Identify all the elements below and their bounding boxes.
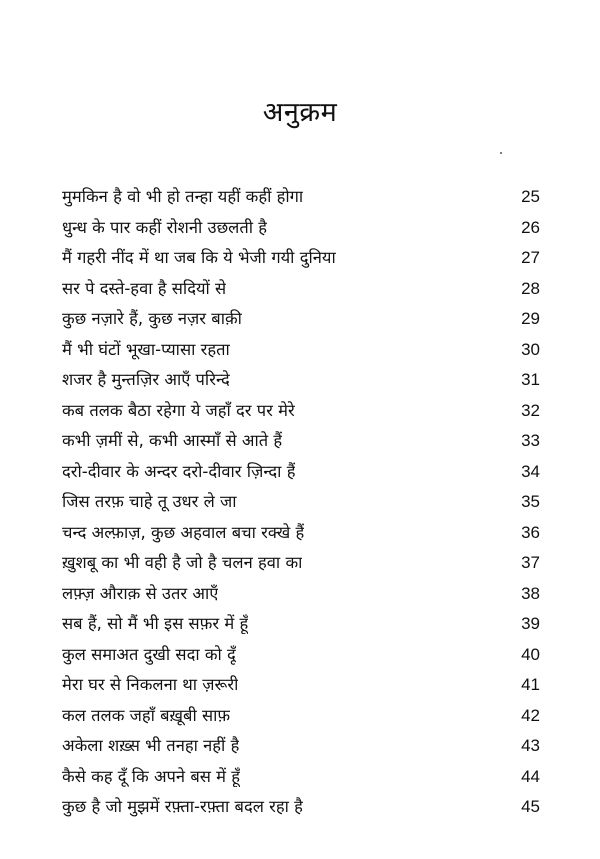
- toc-entry-page: 34: [521, 461, 540, 481]
- toc-entry-title: कुछ नज़ारे हैं, कुछ नज़र बाक़ी: [62, 309, 242, 328]
- toc-entry-title: कुल समाअत दुखी सदा को दूँ: [62, 644, 236, 664]
- toc-entry-title: कुछ है जो मुझमें रफ़्ता-रफ़्ता बदल रहा है: [62, 797, 303, 816]
- toc-entry-page: 43: [521, 736, 540, 755]
- page-title: अनुक्रम: [262, 97, 338, 128]
- toc-entry: [62, 184, 540, 215]
- toc-entry-title: मेरा घर से निकलना था ज़रूरी: [62, 675, 239, 694]
- toc-entry-page: 38: [521, 583, 540, 603]
- toc-entry-page: 30: [521, 339, 540, 359]
- toc-entry-title: अकेला शख़्स भी तनहा नहीं है: [62, 736, 240, 755]
- toc-entry: [62, 367, 540, 398]
- toc-entry-title: कब तलक बैठा रहेगा ये जहाँ दर पर मेरे: [62, 400, 295, 420]
- toc-entry: [62, 764, 540, 795]
- toc-entry: [62, 459, 540, 490]
- toc-entry: [62, 703, 540, 734]
- toc-entry: [62, 520, 540, 551]
- toc-entry-title: सब हैं, सो मैं भी इस सफ़र में हूँ: [62, 614, 249, 633]
- toc-entry-page: 35: [521, 492, 540, 511]
- toc-entry-page: 25: [521, 187, 540, 206]
- toc-entry-title: कल तलक जहाँ बख़ूबी साफ़: [62, 705, 231, 725]
- toc-entry: [62, 733, 540, 764]
- toc-entry: [62, 276, 540, 307]
- toc-entry-page: 36: [521, 522, 540, 542]
- toc-entry-title: सर पे दस्ते-हवा है सदियों से: [62, 278, 227, 298]
- toc-entry-title: मैं गहरी नींद में था जब कि ये भेजी गयी दुनिया: [62, 248, 336, 267]
- toc-entry-page: 31: [521, 370, 540, 389]
- toc-entry-title: कभी ज़मीं से, कभी आस्माँ से आते हैं: [62, 431, 283, 450]
- toc-entry: [62, 489, 540, 520]
- toc-entry-title: जिस तरफ़ चाहे तू उधर ले जा: [62, 492, 237, 511]
- toc-entry: [62, 642, 540, 673]
- toc-entry-title: शजर है मुन्तज़िर आएँ परिन्दे: [62, 370, 230, 389]
- toc-entry: [62, 672, 540, 703]
- toc-entry-page: 44: [521, 766, 540, 786]
- toc-entry-page: 32: [521, 400, 540, 420]
- toc-entry-title: दरो-दीवार के अन्दर दरो-दीवार ज़िन्दा हैं: [62, 461, 296, 481]
- toc-entry-title: कैसे कह दूँ कि अपने बस में हूँ: [62, 766, 241, 786]
- toc-entry-page: 26: [521, 217, 540, 237]
- toc-entry-title: मुमकिन है वो भी हो तन्हा यहीं कहीं होगा: [62, 187, 304, 206]
- toc-entry: [62, 398, 540, 429]
- toc-entry: [62, 245, 540, 276]
- toc-entry: [62, 215, 540, 246]
- toc-entry-page: 41: [521, 675, 540, 694]
- toc-entry-page: 28: [521, 278, 540, 298]
- toc-entry: [62, 306, 540, 337]
- toc-entry-page: 45: [521, 797, 540, 816]
- toc-entry-page: 29: [521, 309, 540, 328]
- toc-entry: [62, 611, 540, 642]
- toc-entry-title: मैं भी घंटों भूखा-प्यासा रहता: [62, 339, 230, 359]
- toc-entry: [62, 581, 540, 612]
- toc-entry-page: 37: [521, 553, 540, 572]
- toc-entry-title: लफ़्ज़ औराक़ से उतर आएँ: [62, 583, 219, 603]
- toc-entry-title: चन्द अल्फ़ाज़, कुछ अहवाल बचा रक्खे हैं: [62, 522, 305, 542]
- toc-entry: [62, 794, 540, 825]
- toc-entry-page: 27: [521, 248, 540, 267]
- toc-entry: [62, 428, 540, 459]
- toc-entry-page: 42: [521, 705, 540, 725]
- table-of-contents: [62, 184, 540, 825]
- toc-entry: [62, 550, 540, 581]
- toc-entry-page: 33: [521, 431, 540, 450]
- toc-entry-page: 40: [521, 644, 540, 664]
- toc-entry: [62, 337, 540, 368]
- scan-speck: [500, 152, 502, 154]
- toc-entry-page: 39: [521, 614, 540, 633]
- toc-entry-title: धुन्ध के पार कहीं रोशनी उछलती है: [62, 217, 268, 237]
- toc-entry-title: ख़ुशबू का भी वही है जो है चलन हवा का: [62, 553, 303, 572]
